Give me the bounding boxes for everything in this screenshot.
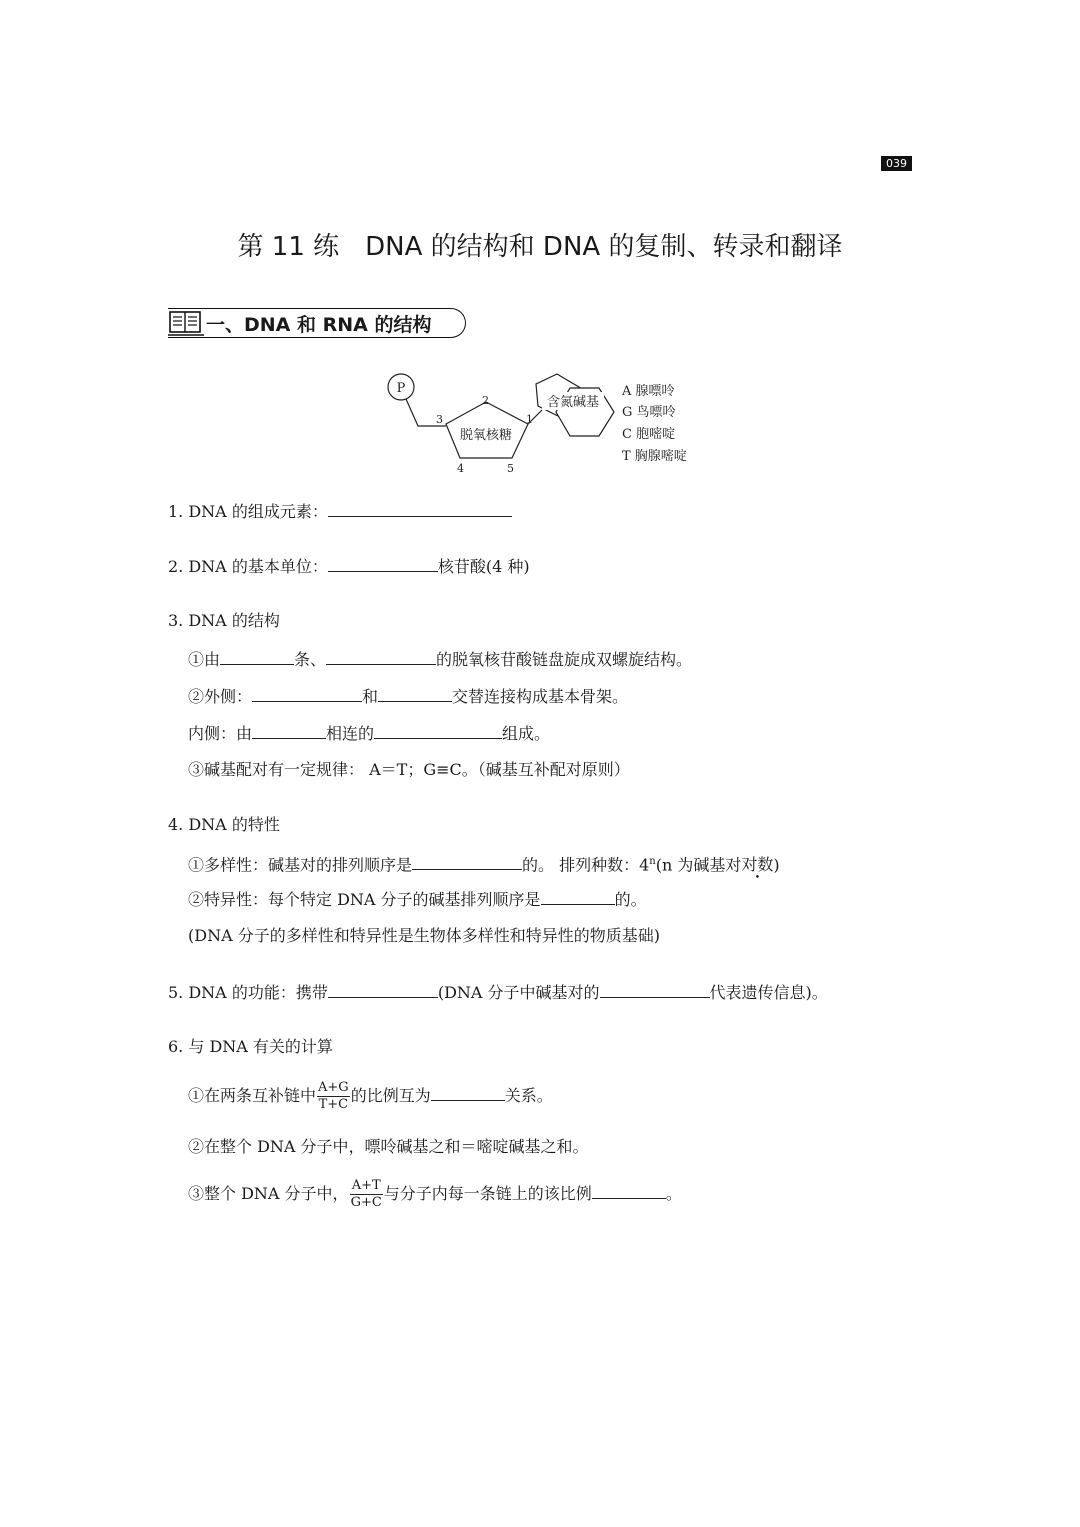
blank-field[interactable] — [378, 685, 452, 702]
base-label: 含氮碱基 — [546, 395, 600, 410]
nucleotide-diagram — [370, 366, 710, 476]
question-3: 3. DNA 的结构 — [168, 611, 280, 630]
phosphate-label: P — [396, 381, 406, 396]
question-3-3: ③碱基配对有一定规律： A＝T；G≡C。（碱基互补配对原则） — [188, 760, 630, 779]
question-4-note: (DNA 分子的多样性和特异性是生物体多样性和特异性的物质基础) — [188, 926, 660, 945]
question-6: 6. 与 DNA 有关的计算 — [168, 1037, 333, 1056]
question-6-3: ③整个 DNA 分子中， $\frac{A+T}{G+C}$ 与分子内每一条链上的该比例 。 — [188, 1178, 682, 1210]
blank-field[interactable] — [328, 981, 438, 998]
question-3-inner: 内侧：由 相连的 组成。 — [188, 724, 551, 743]
question-1: 1. DNA 的组成元素： — [168, 500, 512, 523]
fraction-ag-tc: $\frac{A+G}{T+C}$ — [318, 1080, 349, 1112]
blank-field[interactable] — [252, 685, 362, 702]
blank-field[interactable] — [592, 1182, 666, 1199]
carbon-1: 1 — [526, 413, 533, 426]
question-4-2: ②特异性：每个特定 DNA 分子的碱基排列顺序是 的。 — [188, 890, 647, 909]
question-6-2: ②在整个 DNA 分子中，嘌呤碱基之和＝嘧啶碱基之和。 — [188, 1137, 589, 1156]
blank-field[interactable] — [326, 648, 436, 665]
question-6-1: ①在两条互补链中 $\frac{A+G}{T+C}$ 的比例互为 关系。 — [188, 1080, 553, 1112]
base-c: C 胞嘧啶 — [622, 427, 676, 442]
sugar-label: 脱氧核糖 — [459, 428, 513, 443]
question-3-1: ①由 条、 的脱氧核苷酸链盘旋成双螺旋结构。 — [188, 650, 693, 669]
carbon-3: 3 — [436, 413, 443, 426]
blank-field[interactable] — [600, 981, 710, 998]
question-2: 2. DNA 的基本单位： 核苷酸(4 种) — [168, 557, 530, 576]
section-title: 一、DNA 和 RNA 的结构 — [206, 314, 432, 336]
book-icon — [168, 309, 204, 337]
page-number: 039 — [881, 156, 912, 171]
carbon-2: 2 — [482, 394, 489, 407]
blank-field[interactable] — [328, 500, 512, 517]
blank-field[interactable] — [431, 1084, 505, 1101]
fraction-at-gc: $\frac{A+T}{G+C}$ — [350, 1178, 382, 1210]
question-4: 4. DNA 的特性 — [168, 815, 280, 834]
question-4-1: ①多样性：碱基对的排列顺序是 的。 排列种数：4$^n$(n 为碱基对对数) — [188, 855, 780, 875]
carbon-4: 4 — [457, 462, 464, 475]
blank-field[interactable] — [412, 853, 522, 870]
blank-field[interactable] — [252, 722, 326, 739]
question-3-2: ②外侧： 和 交替连接构成基本骨架。 — [188, 687, 629, 706]
base-a: A 腺嘌呤 — [622, 384, 675, 399]
base-t: T 胸腺嘧啶 — [622, 449, 687, 464]
question-5: 5. DNA 的功能：携带 (DNA 分子中碱基对的 代表遗传信息)。 — [168, 983, 828, 1002]
blank-field[interactable] — [220, 648, 294, 665]
base-g: G 鸟嘌呤 — [622, 405, 676, 420]
blank-field[interactable] — [374, 722, 502, 739]
page-title: 第 11 练 DNA 的结构和 DNA 的复制、转录和翻译 — [237, 232, 843, 262]
carbon-5: 5 — [507, 462, 514, 475]
blank-field[interactable] — [328, 555, 438, 572]
blank-field[interactable] — [541, 888, 615, 905]
